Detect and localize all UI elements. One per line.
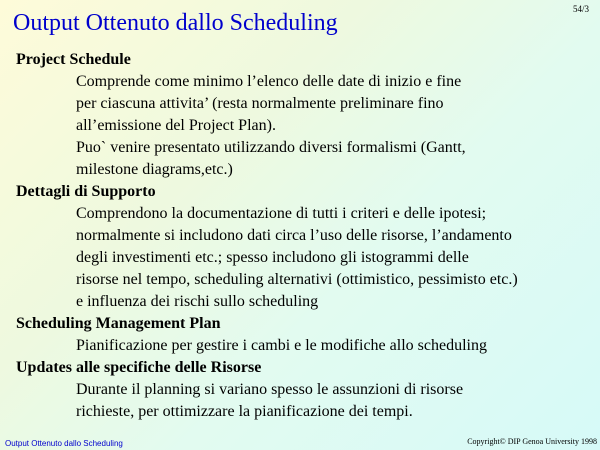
body-line: all’emissione del Project Plan). bbox=[76, 117, 276, 134]
footer-copyright: Copyright© DIP Genoa University 1998 bbox=[467, 437, 597, 446]
body-line: milestone diagrams,etc.) bbox=[76, 161, 233, 178]
body-line: Pianificazione per gestire i cambi e le modifiche allo scheduling bbox=[76, 337, 487, 354]
section-scheduling-management-plan bbox=[16, 313, 590, 357]
section-project-schedule bbox=[16, 49, 590, 181]
section-heading: Updates alle specifiche delle Risorse bbox=[16, 359, 262, 376]
footer-title: Output Ottenuto dallo Scheduling bbox=[5, 439, 123, 448]
section-body bbox=[16, 379, 590, 423]
section-heading: Project Schedule bbox=[16, 51, 131, 68]
body-line: degli investimenti etc.; spesso includono gli istogrammi delle bbox=[76, 249, 469, 266]
section-body bbox=[16, 335, 590, 357]
section-heading: Dettagli di Supporto bbox=[16, 183, 156, 200]
body-line: per ciascuna attivita’ (resta normalmente preliminare fino bbox=[76, 95, 444, 112]
body-line: Comprendono la documentazione di tutti i criteri e delle ipotesi; bbox=[76, 205, 487, 222]
body-line: Comprende come minimo l’elenco delle date di inizio e fine bbox=[76, 73, 462, 90]
body-line: e influenza dei rischi sullo scheduling bbox=[76, 293, 319, 310]
section-body bbox=[16, 71, 590, 181]
body-line: Puo` venire presentato utilizzando diversi formalismi (Gantt, bbox=[76, 139, 466, 156]
slide-title: Output Ottenuto dallo Scheduling bbox=[13, 10, 338, 36]
section-updates-risorse bbox=[16, 357, 590, 423]
body-line: normalmente si includono dati circa l’uso delle risorse, l’andamento bbox=[76, 227, 512, 244]
body-line: Durante il planning si variano spesso le assunzioni di risorse bbox=[76, 381, 464, 398]
body-line: richieste, per ottimizzare la pianificazione dei tempi. bbox=[76, 403, 413, 420]
section-body bbox=[16, 203, 590, 313]
section-dettagli-di-supporto bbox=[16, 181, 590, 313]
section-heading: Scheduling Management Plan bbox=[16, 315, 221, 332]
slide-content bbox=[16, 49, 590, 423]
page-number: 54/3 bbox=[572, 4, 589, 14]
body-line: risorse nel tempo, scheduling alternativi (ottimistico, pessimisto etc.) bbox=[76, 271, 518, 288]
